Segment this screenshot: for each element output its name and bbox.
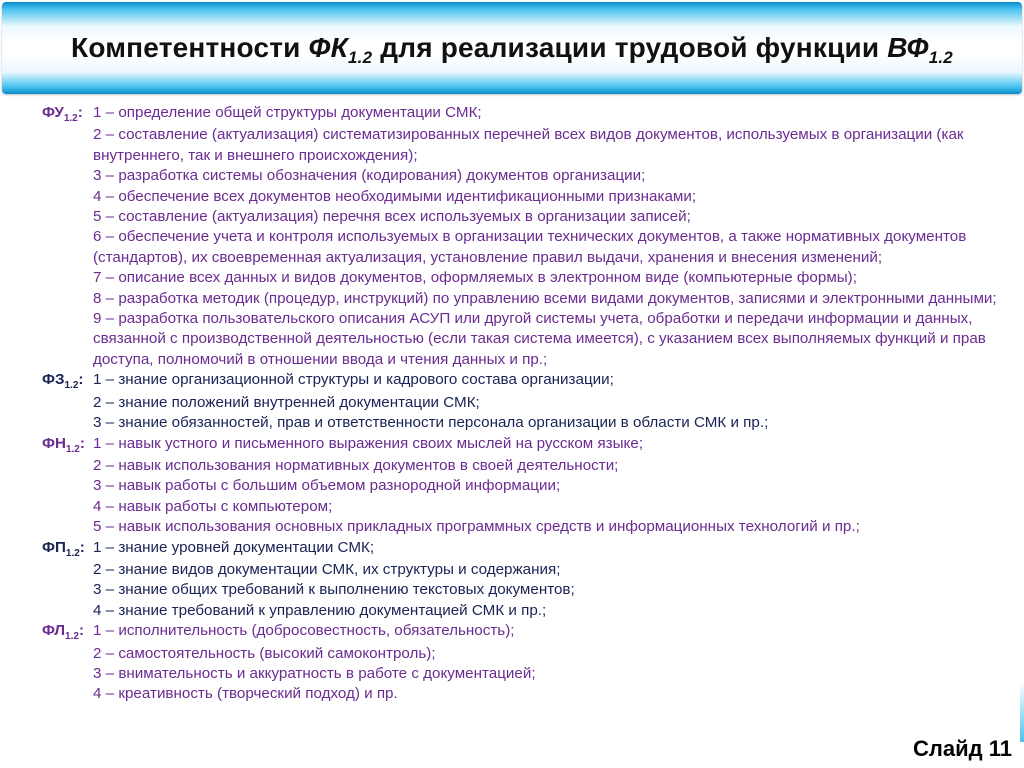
section-fl-first-row — [42, 621, 1002, 643]
section-fn-label: $ФН_{1.2}$: — [42, 434, 85, 455]
section-fu-first-row — [42, 103, 1002, 125]
slide-header — [2, 2, 1022, 94]
section-fu-item: 4 – обеспечение всех документов необходимыми идентификационными признаками; — [93, 187, 697, 205]
section-fl-label: $ФЛ_{1.2}$: — [42, 622, 85, 643]
section-fz-label: $ФЗ_{1.2}$: — [42, 371, 84, 392]
section-fu-item: 3 – разработка системы обозначения (кодирования) документов организации; — [93, 167, 646, 185]
section-fu-item: 5 – составление (актуализация) перечня всех используемых в организации записей; — [93, 208, 691, 226]
section-fl-item: 3 – внимательность и аккуратность в работе с документацией; — [93, 664, 536, 682]
slide-title — [2, 32, 1022, 67]
section-fu-item: 8 – разработка методик (процедур, инструкций) по управлению всеми видами документов, записями и электронными данными; — [93, 289, 997, 307]
section-fn — [42, 434, 1002, 538]
section-fu-label: $ФУ_{1.2}$: — [42, 104, 83, 124]
section-fl — [42, 621, 1002, 705]
section-fp-item: 1 – знание уровней документации СМК; — [93, 538, 375, 556]
section-fn-item: 4 – навык работы с компьютером; — [93, 497, 333, 515]
section-fz-first-row — [42, 370, 1002, 392]
section-fl-item: 1 – исполнительность (добросовестность, обязательность); — [93, 622, 515, 640]
section-fn-item: 2 – навык использования нормативных документов в своей деятельности; — [93, 456, 619, 474]
section-fl-item: 2 – самостоятельность (высокий самоконтроль); — [93, 644, 436, 662]
section-fz-item: 3 – знание обязанностей, прав и ответственности персонала организации в области СМК и пр.; — [93, 414, 769, 432]
competency-list — [42, 103, 1002, 705]
section-fu-item: 9 – разработка пользовательского описания АСУП или другой системы учета, обработки и передачи информации и данных, связанной с производственной деятельностью (если такая система имеется), с указанием всех выполняемых функций и прав доступа, полномочий в отношении ввода и чтения данных и пр.; — [93, 310, 986, 368]
section-fu-item: 6 – обеспечение учета и контроля используемых в организации технических документов, а также нормативных документов (стандартов), их своевременная актуализация, установление правил выдачи, хранения и внесения изменений; — [93, 228, 967, 266]
section-fp-first-row — [42, 538, 1002, 560]
title-vf: ВФ — [887, 32, 929, 63]
section-fn-first-row — [42, 434, 1002, 456]
section-fp-item: 4 – знание требований к управлению документацией СМК и пр.; — [93, 601, 547, 619]
section-fn-item: 3 – навык работы с большим объемом разнородной информации; — [93, 477, 561, 495]
section-fz-item: 1 – знание организационной структуры и кадрового состава организации; — [93, 371, 614, 389]
corner-accent-bar — [1020, 682, 1024, 742]
section-fu-item: 1 – определение общей структуры документации СМК; — [93, 104, 482, 121]
section-fp-label: $ФП_{1.2}$: — [42, 538, 85, 559]
title-fk: ФК — [308, 32, 349, 63]
section-fz-item: 2 – знание положений внутренней документации СМК; — [93, 393, 480, 411]
slide-number: Слайд 11 — [913, 736, 1012, 761]
section-fp-item: 2 – знание видов документации СМК, их структуры и содержания; — [93, 560, 561, 578]
section-fz — [42, 370, 1002, 433]
section-fn-item: 1 – навык устного и письменного выражения своих мыслей на русском языке; — [93, 434, 644, 452]
section-fn-item: 5 – навык использования основных прикладных программных средств и информационных технологий и пр.; — [93, 518, 860, 536]
title-vf-subscript: 1.2 — [928, 48, 953, 67]
title-middle: для реализации трудовой функции — [372, 32, 888, 63]
title-prefix: Компетентности — [71, 32, 309, 63]
section-fu-item: 2 – составление (актуализация) систематизированных перечней всех видов документов, используемых в организации (как внутреннего, так и внешнего происхождения); — [93, 126, 964, 164]
section-fl-item: 4 – креативность (творческий подход) и пр. — [93, 685, 398, 703]
section-fp — [42, 538, 1002, 622]
section-fp-item: 3 – знание общих требований к выполнению текстовых документов; — [93, 581, 575, 599]
title-fk-subscript: 1.2 — [348, 48, 373, 67]
section-fu-item: 7 – описание всех данных и видов документов, оформляемых в электронном виде (компьютерные формы); — [93, 269, 857, 287]
section-fu — [42, 103, 1002, 370]
